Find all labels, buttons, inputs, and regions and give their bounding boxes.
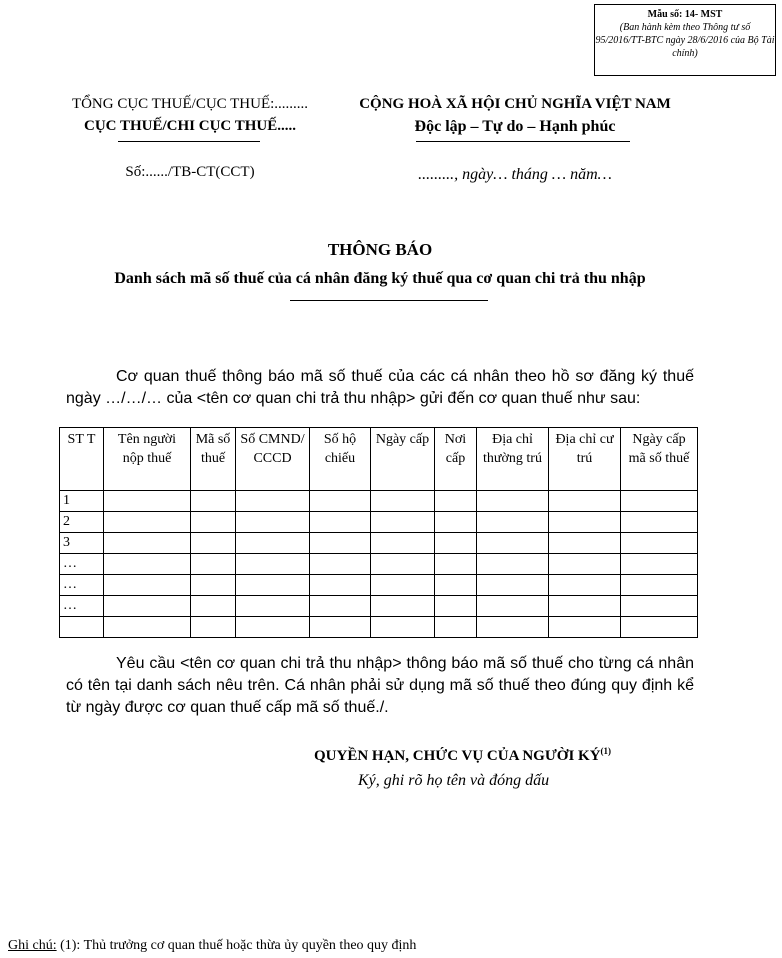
col-header-permanent-address: Địa chỉ thường trú bbox=[477, 428, 549, 491]
document-subtitle: Danh sách mã số thuế của cá nhân đăng ký thuế qua cơ quan chi trả thu nhập bbox=[114, 270, 646, 287]
agency-underline bbox=[118, 141, 260, 142]
table-row bbox=[60, 617, 698, 638]
nation-motto: Độc lập – Tự do – Hạnh phúc bbox=[414, 118, 616, 135]
table-row bbox=[60, 596, 698, 617]
footnote bbox=[8, 938, 416, 954]
agency-name: CỤC THUẾ/CHI CỤC THUẾ..... bbox=[84, 118, 296, 134]
footnote-label: Ghi chú: bbox=[8, 938, 57, 953]
row-number bbox=[60, 617, 104, 638]
row-number: … bbox=[60, 554, 104, 575]
document-number: Số:....../TB-CT(CCT) bbox=[125, 164, 255, 180]
table-row bbox=[60, 575, 698, 596]
nation-title: CỘNG HOÀ XÃ HỘI CHỦ NGHĨA VIỆT NAM bbox=[359, 96, 671, 112]
form-code-box bbox=[594, 4, 776, 76]
col-header-name: Tên người nộp thuế bbox=[104, 428, 191, 491]
table-row bbox=[60, 554, 698, 575]
table-row bbox=[60, 491, 698, 512]
signer-instruction: Ký, ghi rõ họ tên và đóng dấu bbox=[358, 772, 550, 789]
footnote-text: (1): Thủ trưởng cơ quan thuế hoặc thừa ủy quyền theo quy định bbox=[56, 938, 417, 953]
col-header-id-number: Số CMND/ CCCD bbox=[236, 428, 310, 491]
document-date: ........., ngày… tháng … năm… bbox=[418, 166, 612, 183]
signer-title-text: QUYỀN HẠN, CHỨC VỤ CỦA NGƯỜI KÝ bbox=[314, 748, 601, 764]
form-code: Mẫu số: 14- MST bbox=[647, 9, 723, 20]
table-header-row bbox=[60, 428, 698, 491]
col-header-stt: ST T bbox=[60, 428, 104, 491]
motto-underline bbox=[416, 141, 630, 142]
signer-footnote-mark: (1) bbox=[600, 746, 612, 756]
intro-paragraph: Cơ quan thuế thông báo mã số thuế của các cá nhân theo hồ sơ đăng ký thuế ngày …/…/… của <tên cơ quan chi trả thu nhập> gửi đến cơ quan thuế như sau: bbox=[66, 368, 694, 407]
row-number: 2 bbox=[60, 512, 104, 533]
closing-paragraph: Yêu cầu <tên cơ quan chi trả thu nhập> thông báo mã số thuế cho từng cá nhân có tên tại danh sách nêu trên. Cá nhân phải sử dụng mã số thuế theo đúng quy định kể từ ngày được cơ quan thuế cấp mã số thuế./. bbox=[66, 655, 694, 716]
table-row bbox=[60, 512, 698, 533]
col-header-passport: Số hộ chiếu bbox=[310, 428, 371, 491]
row-number: … bbox=[60, 596, 104, 617]
col-header-issue-place: Nơi cấp bbox=[435, 428, 477, 491]
title-underline bbox=[290, 300, 488, 301]
agency-parent: TỔNG CỤC THUẾ/CỤC THUẾ:......... bbox=[71, 96, 309, 112]
row-number: … bbox=[60, 575, 104, 596]
table-row bbox=[60, 533, 698, 554]
col-header-tax-code-date: Ngày cấp mã số thuế bbox=[621, 428, 698, 491]
col-header-issue-date: Ngày cấp bbox=[371, 428, 435, 491]
row-number: 1 bbox=[60, 491, 104, 512]
form-code-note: (Ban hành kèm theo Thông tư số 95/2016/TT-BTC ngày 28/6/2016 của Bộ Tài chính) bbox=[595, 22, 775, 59]
document-title: THÔNG BÁO bbox=[327, 240, 433, 259]
taxpayer-table bbox=[59, 427, 698, 638]
col-header-residence-address: Địa chỉ cư trú bbox=[549, 428, 621, 491]
col-header-tax-code: Mã số thuế bbox=[191, 428, 236, 491]
signer-title bbox=[314, 746, 611, 765]
row-number: 3 bbox=[60, 533, 104, 554]
